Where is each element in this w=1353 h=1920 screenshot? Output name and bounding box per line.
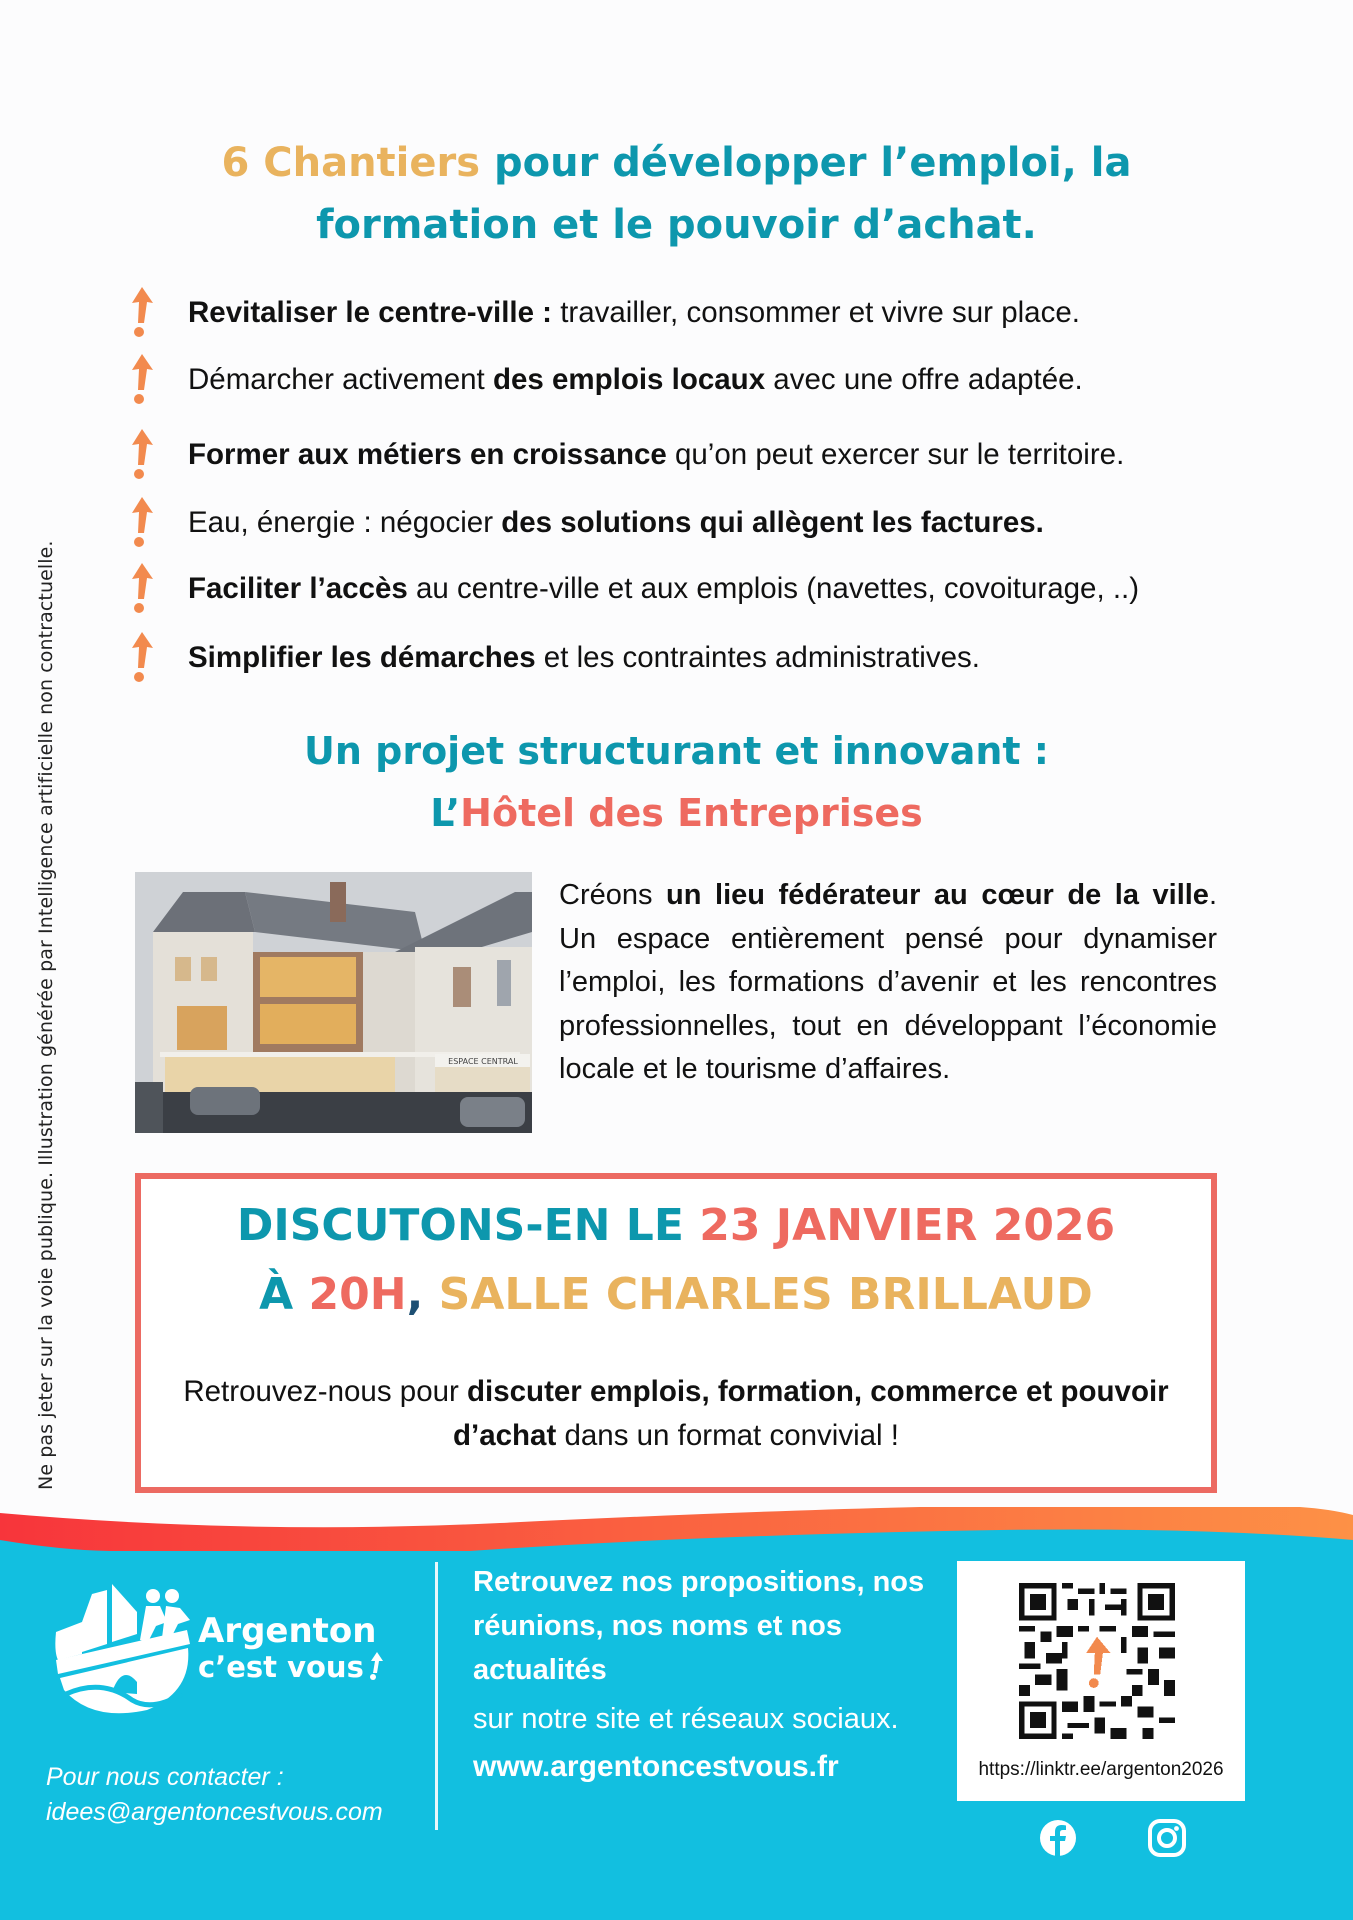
qr-url[interactable]: https://linktr.ee/argenton2026 [978, 1759, 1224, 1780]
title-line1-rest: pour développer l’emploi, la [480, 140, 1132, 186]
promo-subtext: sur notre site et réseaux sociaux. [473, 1703, 899, 1735]
orange-arrow-icon [128, 285, 158, 341]
orange-arrow-icon [128, 495, 158, 551]
logo-tagline-text: c’est vous [198, 1650, 364, 1684]
page-title [0, 132, 1353, 256]
facebook-icon[interactable] [1038, 1818, 1078, 1858]
list-item [128, 285, 1080, 341]
orange-arrow-icon [128, 630, 158, 686]
photo-sign: ESPACE CENTRAL [448, 1057, 518, 1066]
qr-code[interactable] [1019, 1583, 1175, 1739]
title-number: 6 Chantiers [221, 140, 481, 186]
chantier-bold: Simplifier les démarches [188, 641, 536, 674]
contact-block [46, 1760, 383, 1830]
chantier-text: travailler, consommer et vivre sur place. [552, 296, 1080, 329]
event-box [135, 1173, 1217, 1493]
project-title-name: Hôtel des Entreprises [460, 791, 923, 835]
contact-label: Pour nous contacter : [46, 1763, 284, 1791]
event-line2-prefix: À [259, 1269, 309, 1320]
chantier-text: qu’on peut exercer sur le territoire. [666, 438, 1125, 471]
chantier-text: et les contraintes administratives. [535, 641, 980, 674]
orange-arrow-icon [128, 352, 158, 408]
event-line1-prefix: DISCUTONS-EN LE [236, 1200, 700, 1251]
footer-divider [435, 1562, 438, 1830]
list-item [128, 352, 1083, 408]
event-time: 20H [308, 1269, 407, 1320]
chantier-bold: Revitaliser le centre-ville : [188, 296, 553, 329]
project-title-l: L’ [430, 791, 461, 835]
chantier-bold: Faciliter l’accès [188, 572, 408, 605]
chantier-bold: des solutions qui allègent les factures. [501, 506, 1044, 539]
website-link[interactable]: www.argentoncestvous.fr [473, 1750, 839, 1783]
project-title [0, 720, 1353, 844]
chantier-bold: Former aux métiers en croissance [188, 438, 667, 471]
list-item [128, 630, 980, 686]
qr-card [957, 1561, 1245, 1801]
event-date-line [141, 1200, 1211, 1251]
logo-tagline [198, 1650, 384, 1684]
event-text-intro: Retrouvez-nous pour [183, 1375, 468, 1408]
list-item [128, 495, 1044, 551]
chantier-text: Démarcher activement [188, 363, 493, 396]
project-text-intro: Créons [559, 879, 667, 911]
logo-exclaim-arrow-icon [368, 1651, 384, 1681]
chantier-bold: des emplois locaux [492, 363, 766, 396]
chantier-tail: avec une offre adaptée. [765, 363, 1083, 396]
event-description [161, 1370, 1191, 1458]
event-place: SALLE CHARLES BRILLAUD [423, 1269, 1093, 1320]
event-place-line [141, 1269, 1211, 1320]
title-line2: formation et le pouvoir d’achat. [316, 202, 1037, 248]
orange-arrow-icon [128, 427, 158, 483]
instagram-icon[interactable] [1147, 1818, 1187, 1858]
chantier-text: Eau, énergie : négocier [188, 506, 502, 539]
contact-email[interactable]: idees@argentoncestvous.com [46, 1798, 383, 1826]
chantier-text: au centre-ville et aux emplois (navettes, covoiturage, ..) [407, 572, 1140, 605]
project-text-bold: un lieu fédérateur au cœur de la ville [666, 879, 1209, 911]
event-text-rest: dans un format convivial ! [556, 1419, 899, 1452]
list-item [128, 561, 1139, 617]
event-text-bold: discuter emplois, formation, commerce et pouvoir d’achat [453, 1375, 1169, 1452]
event-date: 23 JANVIER 2026 [699, 1200, 1116, 1251]
project-title-line1: Un projet structurant et innovant : [304, 729, 1049, 773]
project-description [559, 874, 1217, 1092]
list-item [128, 427, 1124, 483]
promo-block [473, 1560, 933, 1789]
promo-headline: Retrouvez nos propositions, nos réunions, nos noms et nos actualités [473, 1566, 925, 1686]
disclaimer-note: Ne pas jeter sur la voie publique. Illustration générée par Intelligence artificielle non contractuelle. [35, 540, 57, 1490]
event-comma: , [406, 1269, 424, 1320]
orange-arrow-icon [128, 561, 158, 617]
logo-name: Argenton [198, 1611, 377, 1651]
building-photo [135, 872, 532, 1133]
project-text-rest: . Un espace entièrement pensé pour dynamiser l’emploi, les formations d’avenir et les rencontres professionnelles, tout en développant l’économie locale et le tourisme d’affaires. [559, 879, 1217, 1085]
